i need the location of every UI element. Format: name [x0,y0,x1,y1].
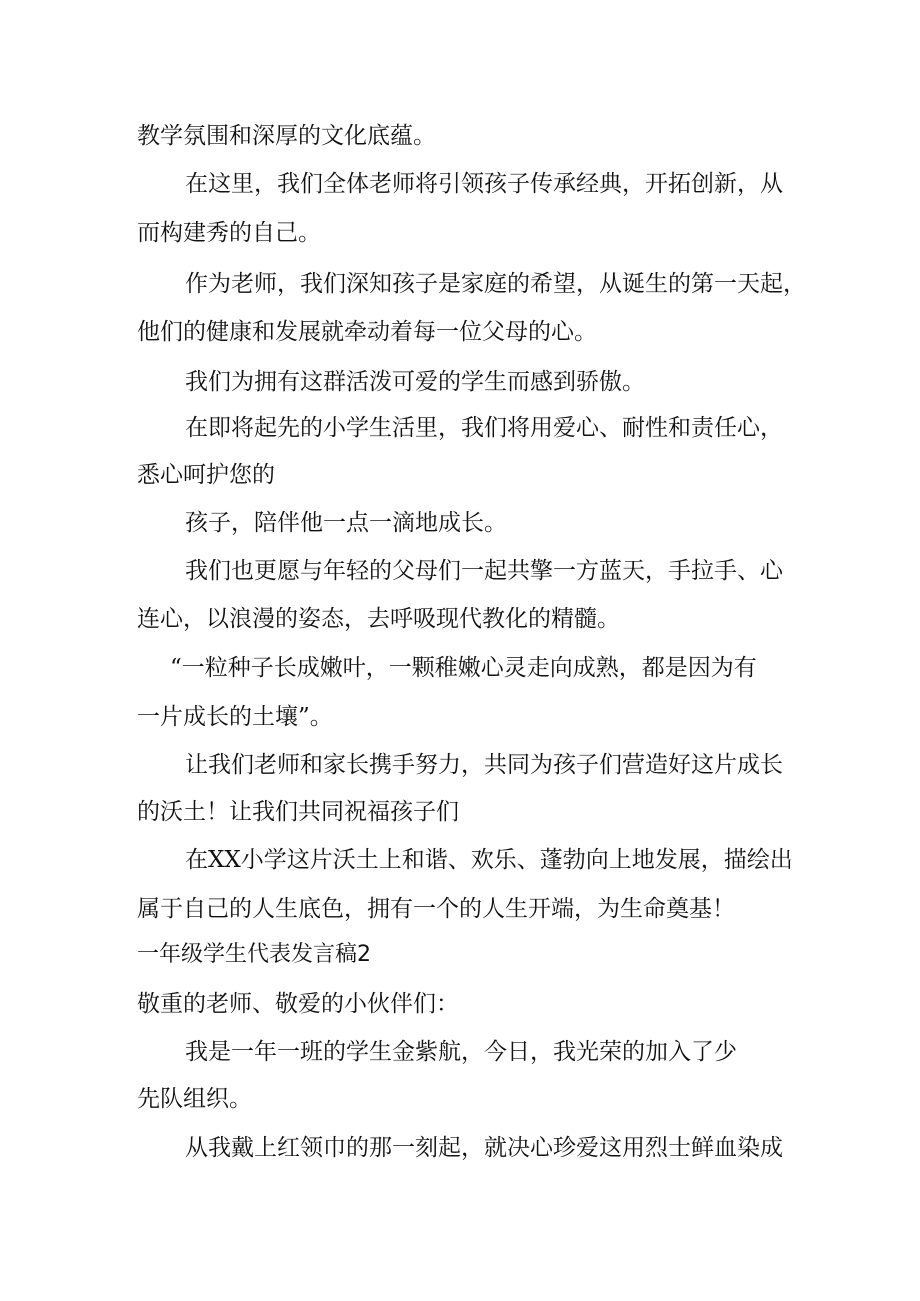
text-line: 他们的健康和发展就牵动着每一位父母的心。 [137,319,597,345]
text-line: 一片成长的土壤”。 [137,704,333,730]
text-line: 我是一年一班的学生金紫航，今日，我光荣的加入了少 [185,1039,737,1065]
text-line: 我们也更愿与年轻的父母们一起共擎一方蓝天，手拉手、心 [185,558,783,584]
text-line: 的沃土！让我们共同祝福孩子们 [137,799,459,825]
text-line: 在这里，我们全体老师将引领孩子传承经典，开拓创新，从 [185,171,783,197]
text-line: 先队组织。 [137,1086,252,1112]
text-line: 在XX小学这片沃土上和谐、欢乐、蓬勃向上地发展，描绘出 [185,847,793,873]
text-line: 作为老师，我们深知孩子是家庭的希望，从诞生的第一天起， [185,271,806,297]
text-line: 从我戴上红领巾的那一刻起，就决心珍爱这用烈士鲜血染成 [185,1135,783,1161]
greeting-line: 敬重的老师、敬爱的小伙伴们： [137,991,459,1017]
text-line: 教学氛围和深厚的文化底蕴。 [137,123,436,149]
text-line: 悉心呵护您的 [137,462,275,488]
text-line: 孩子，陪伴他一点一滴地成长。 [185,510,507,536]
text-line: 属于自己的人生底色，拥有一个的人生开端，为生命奠基！ [137,896,735,922]
text-line: 我们为拥有这群活泼可爱的学生而感到骄傲。 [185,369,645,395]
text-line: 而构建秀的自己。 [137,220,321,246]
section-heading: 一年级学生代表发言稿2 [137,942,371,967]
text-line: 让我们老师和家长携手努力，共同为孩子们营造好这片成长 [185,752,783,778]
text-line: “一粒种子长成嫩叶，一颗稚嫩心灵走向成熟，都是因为有 [170,655,757,681]
text-line: 在即将起先的小学生活里，我们将用爱心、耐性和责任心， [185,415,783,441]
text-line: 连心，以浪漫的姿态，去呼吸现代教化的精髓。 [137,606,620,632]
